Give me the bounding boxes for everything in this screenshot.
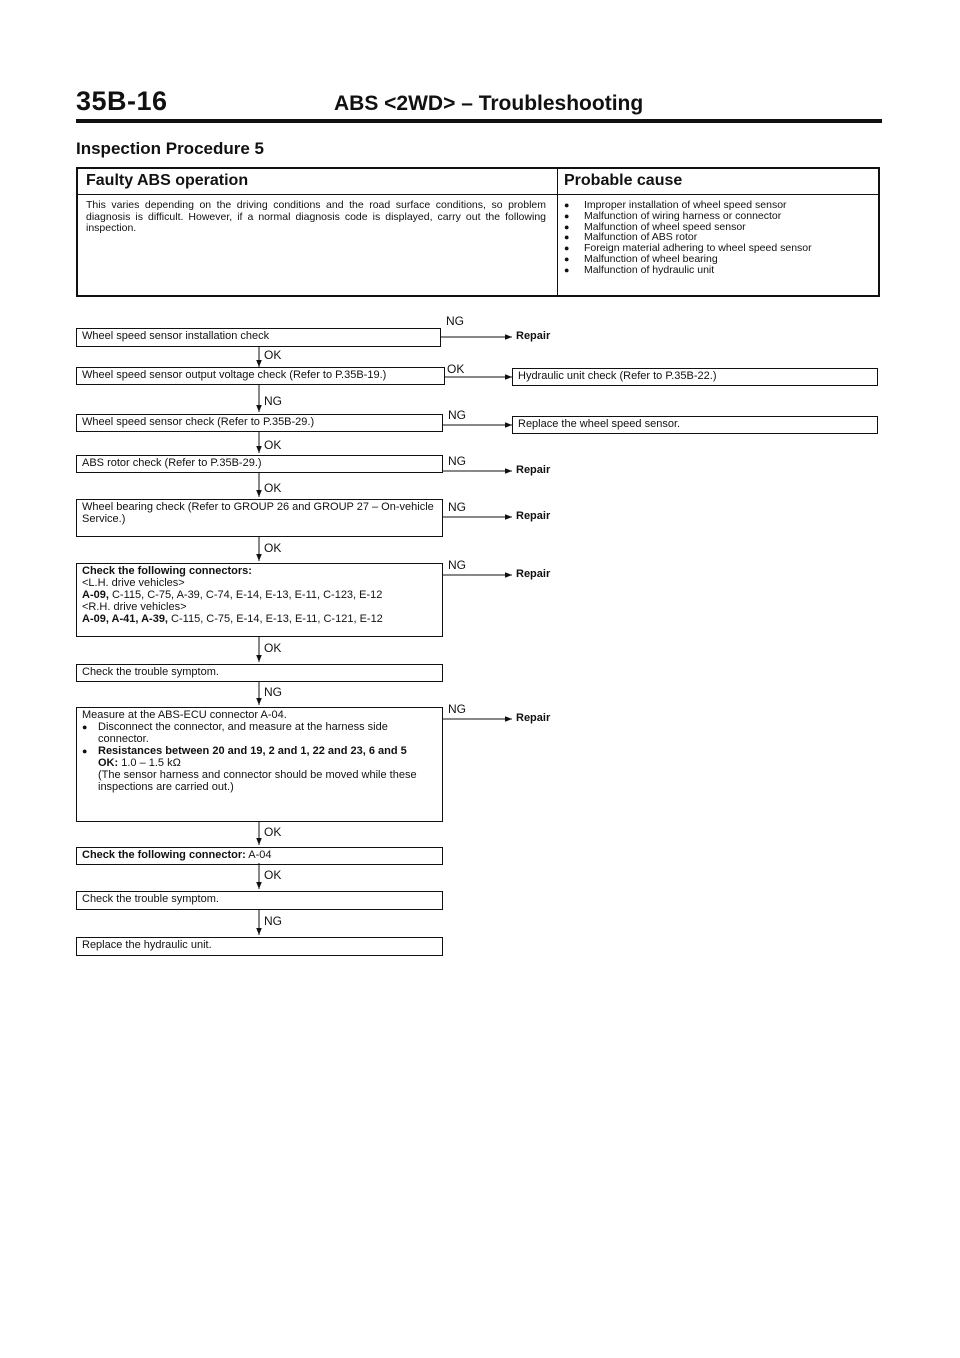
rhd-label: <R.H. drive vehicles> xyxy=(82,601,187,613)
step-text: Wheel speed sensor output voltage check (Refer to P.35B-19.) xyxy=(82,369,387,381)
branch-label-ok: OK xyxy=(264,541,282,555)
repair-label: Repair xyxy=(516,568,551,580)
branch-label-ok: OK xyxy=(264,641,282,655)
rhd-bold: A-09, A-41, A-39, xyxy=(82,613,168,625)
page-number: 35B-16 xyxy=(76,86,168,116)
measure-bullet: ● Disconnect the connector, and measure at the harness side connector. xyxy=(82,721,437,745)
step-text: A-04 xyxy=(245,849,272,861)
step-text: Wheel speed sensor installation check xyxy=(82,330,270,342)
branch-label-ok: OK xyxy=(447,362,465,376)
branch-label-ng: NG xyxy=(448,558,466,572)
lhd-bold: A-09, xyxy=(82,589,109,601)
repair-label: Repair xyxy=(516,330,551,342)
branch-label-ok: OK xyxy=(264,438,282,452)
branch-label-ng: NG xyxy=(448,500,466,514)
step-text: Wheel bearing check (Refer to GROUP 26 and GROUP 27 – On-vehicle Service.) xyxy=(82,501,434,525)
rhd-list: C-115, C-75, E-14, E-13, E-11, C-121, E-12 xyxy=(168,613,383,625)
step-text: Wheel speed sensor check (Refer to P.35B-29.) xyxy=(82,416,315,428)
step-text: Check the trouble symptom. xyxy=(82,893,219,905)
flow-step-check-connector-a04 xyxy=(76,847,443,865)
cause-heading: Probable cause xyxy=(564,172,683,189)
flow-step-sensor-check xyxy=(76,414,443,432)
repair-label: Repair xyxy=(516,712,551,724)
flow-step-wheel-bearing xyxy=(76,499,443,537)
cause-item: ● Malfunction of wheel speed sensor xyxy=(564,222,874,233)
cause-item: ● Malfunction of wiring harness or connector xyxy=(564,211,874,222)
branch-label-ok: OK xyxy=(264,481,282,495)
step-heading: Check the following connector: xyxy=(82,849,246,861)
measure-bullet: ● Resistances between 20 and 19, 2 and 1, 22 and 23, 6 and 5 xyxy=(82,745,437,757)
rhd-connectors xyxy=(82,613,437,625)
symptom-heading: Faulty ABS operation xyxy=(86,172,249,189)
measure-bullets xyxy=(82,721,437,757)
flow-step-abs-rotor xyxy=(76,455,443,473)
branch-label-ng: NG xyxy=(264,394,282,408)
flow-step-output-voltage xyxy=(76,367,445,385)
lhd-label: <L.H. drive vehicles> xyxy=(82,577,185,589)
branch-label-ng: NG xyxy=(264,914,282,928)
page-title: ABS <2WD> – Troubleshooting xyxy=(334,92,644,115)
repair-label: Repair xyxy=(516,510,551,522)
branch-label-ng: NG xyxy=(264,685,282,699)
branch-label-ng: NG xyxy=(448,454,466,468)
cause-item: ● Foreign material adhering to wheel speed sensor xyxy=(564,243,874,254)
ok-spec-value: 1.0 – 1.5 kΩ xyxy=(118,757,181,769)
flow-step-check-connectors xyxy=(76,563,443,637)
ok-spec xyxy=(82,757,437,769)
cause-item: ● Malfunction of ABS rotor xyxy=(564,232,874,243)
cause-item: ● Malfunction of wheel bearing xyxy=(564,254,874,265)
cause-item: ● Malfunction of hydraulic unit xyxy=(564,265,874,276)
procedure-title: Inspection Procedure 5 xyxy=(76,139,264,158)
branch-label-ng: NG xyxy=(448,702,466,716)
branch-label-ng: NG xyxy=(448,408,466,422)
symptom-description: This varies depending on the driving conditions and the road surface conditions, so problem diagnosis is difficult. However, if a normal diagnosis code is displayed, carry out the following inspection. xyxy=(86,199,546,234)
flow-step-installation-check xyxy=(76,328,441,347)
step-text: Replace the hydraulic unit. xyxy=(82,939,212,951)
step-text: Check the trouble symptom. xyxy=(82,666,219,678)
step-text: ABS rotor check (Refer to P.35B-29.) xyxy=(82,457,262,469)
flow-step-replace-hydraulic xyxy=(76,937,443,956)
ok-spec-label: OK: xyxy=(98,757,119,769)
flow-step-trouble-symptom-2 xyxy=(76,891,443,910)
result-replace-sensor xyxy=(512,416,878,434)
result-text: Hydraulic unit check (Refer to P.35B-22.) xyxy=(518,370,717,382)
branch-label-ok: OK xyxy=(264,868,282,882)
branch-label-ok: OK xyxy=(264,348,282,362)
flow-step-trouble-symptom xyxy=(76,664,443,682)
step-heading: Check the following connectors: xyxy=(82,565,252,577)
lhd-connectors xyxy=(82,589,437,601)
measure-note: (The sensor harness and connector should be moved while these inspections are carried out.) xyxy=(98,769,417,793)
flow-step-measure-ecu xyxy=(76,707,443,822)
measure-line: Measure at the ABS-ECU connector A-04. xyxy=(82,709,287,721)
lhd-list: C-115, C-75, A-39, C-74, E-14, E-13, E-11, C-123, E-12 xyxy=(108,589,383,601)
branch-label-ok: OK xyxy=(264,825,282,839)
result-hydraulic-check xyxy=(512,368,878,386)
cause-item: ● Improper installation of wheel speed sensor xyxy=(564,200,874,211)
result-text: Replace the wheel speed sensor. xyxy=(518,418,681,430)
branch-label-ng: NG xyxy=(446,314,464,328)
repair-label: Repair xyxy=(516,464,551,476)
